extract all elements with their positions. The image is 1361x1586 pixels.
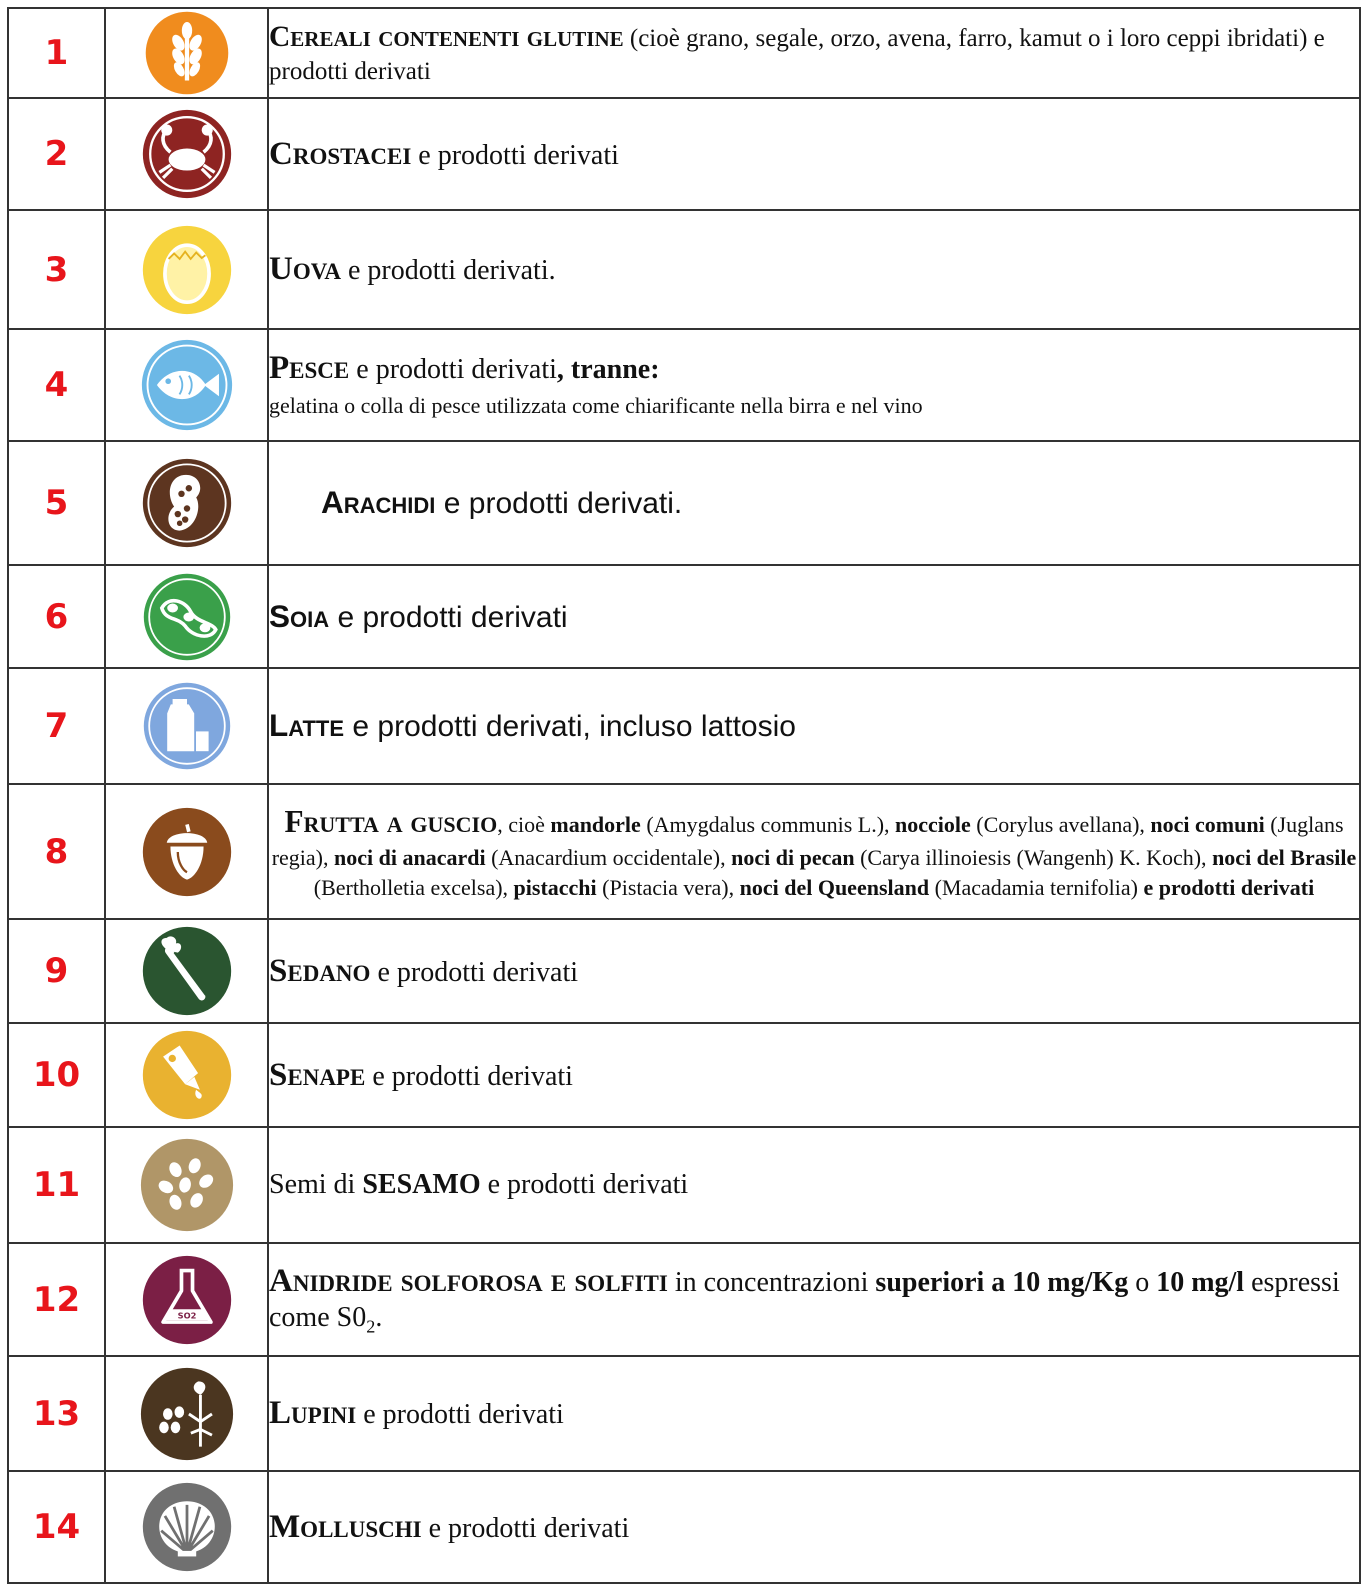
wheat-icon — [144, 10, 230, 96]
allergen-description: Soia e prodotti derivati — [268, 565, 1360, 668]
allergen-description: Pesce e prodotti derivati, tranne: gelatina o colla di pesce utilizzata come chiarificante nella birra e nel vino — [268, 329, 1360, 441]
row-number: 4 — [8, 329, 105, 441]
egg-icon — [141, 224, 233, 316]
svg-text:SO2: SO2 — [177, 1309, 196, 1320]
row-number: 5 — [8, 441, 105, 565]
allergen-description: Uova e prodotti derivati. — [268, 210, 1360, 329]
table-row — [8, 1023, 1360, 1127]
allergen-description: Cereali contenenti glutine (cioè grano, segale, orzo, avena, farro, kamut o i loro ceppi ibridati) e prodotti derivati — [268, 8, 1360, 98]
allergen-description: Lupini e prodotti derivati — [268, 1356, 1360, 1471]
flask-icon — [141, 1254, 233, 1346]
shell-icon — [141, 1481, 233, 1573]
lupin-icon — [139, 1366, 235, 1462]
allergen-description: Frutta a guscio, cioè mandorle (Amygdalus communis L.), nocciole (Corylus avellana), noci comuni (Juglans regia), noci di anacardi (Anacardium occidentale), noci di pecan (Carya illinoiesis (Wangenh) K. Koch), noci del Brasile (Bertholletia excelsa), pistacchi (Pistacia vera), noci del Queensland (Macadamia ternifolia) e prodotti derivati — [268, 784, 1360, 919]
table-row — [8, 668, 1360, 784]
row-number: 8 — [8, 784, 105, 919]
allergen-description: Crostacei e prodotti derivati — [268, 98, 1360, 210]
row-number: 9 — [8, 919, 105, 1023]
acorn-icon — [141, 806, 233, 898]
table-row — [8, 98, 1360, 210]
row-number: 6 — [8, 565, 105, 668]
row-number: 1 — [8, 8, 105, 98]
allergen-description: Sedano e prodotti derivati — [268, 919, 1360, 1023]
row-number: 12 — [8, 1243, 105, 1356]
celery-icon — [141, 925, 233, 1017]
row-number: 13 — [8, 1356, 105, 1471]
peanut-icon — [141, 457, 233, 549]
crab-icon — [141, 108, 233, 200]
table-row — [8, 919, 1360, 1023]
table-row — [8, 1356, 1360, 1471]
row-number: 7 — [8, 668, 105, 784]
table-row — [8, 441, 1360, 565]
sesame-icon — [139, 1137, 235, 1233]
allergen-table — [7, 7, 1361, 1584]
table-row — [8, 784, 1360, 919]
soybean-icon — [142, 572, 232, 662]
fish-icon — [140, 338, 234, 432]
table-row — [8, 1471, 1360, 1583]
allergen-description: Semi di SESAMO e prodotti derivati — [268, 1127, 1360, 1243]
table-row — [8, 565, 1360, 668]
milk-icon — [142, 681, 232, 771]
allergen-description: Latte e prodotti derivati, incluso lattosio — [268, 668, 1360, 784]
allergen-description: Molluschi e prodotti derivati — [268, 1471, 1360, 1583]
table-row — [8, 329, 1360, 441]
row-number: 14 — [8, 1471, 105, 1583]
table-row — [8, 1127, 1360, 1243]
row-number: 3 — [8, 210, 105, 329]
table-row — [8, 8, 1360, 98]
table-row — [8, 1243, 1360, 1356]
allergen-description: Arachidi e prodotti derivati. — [268, 441, 1360, 565]
row-number: 2 — [8, 98, 105, 210]
mustard-icon — [141, 1029, 233, 1121]
row-number: 10 — [8, 1023, 105, 1127]
allergen-description: Senape e prodotti derivati — [268, 1023, 1360, 1127]
row-number: 11 — [8, 1127, 105, 1243]
table-row — [8, 210, 1360, 329]
allergen-description: Anidride solforosa e solfiti in concentrazioni superiori a 10 mg/Kg o 10 mg/l espressi come $S0_2$. — [268, 1243, 1360, 1356]
